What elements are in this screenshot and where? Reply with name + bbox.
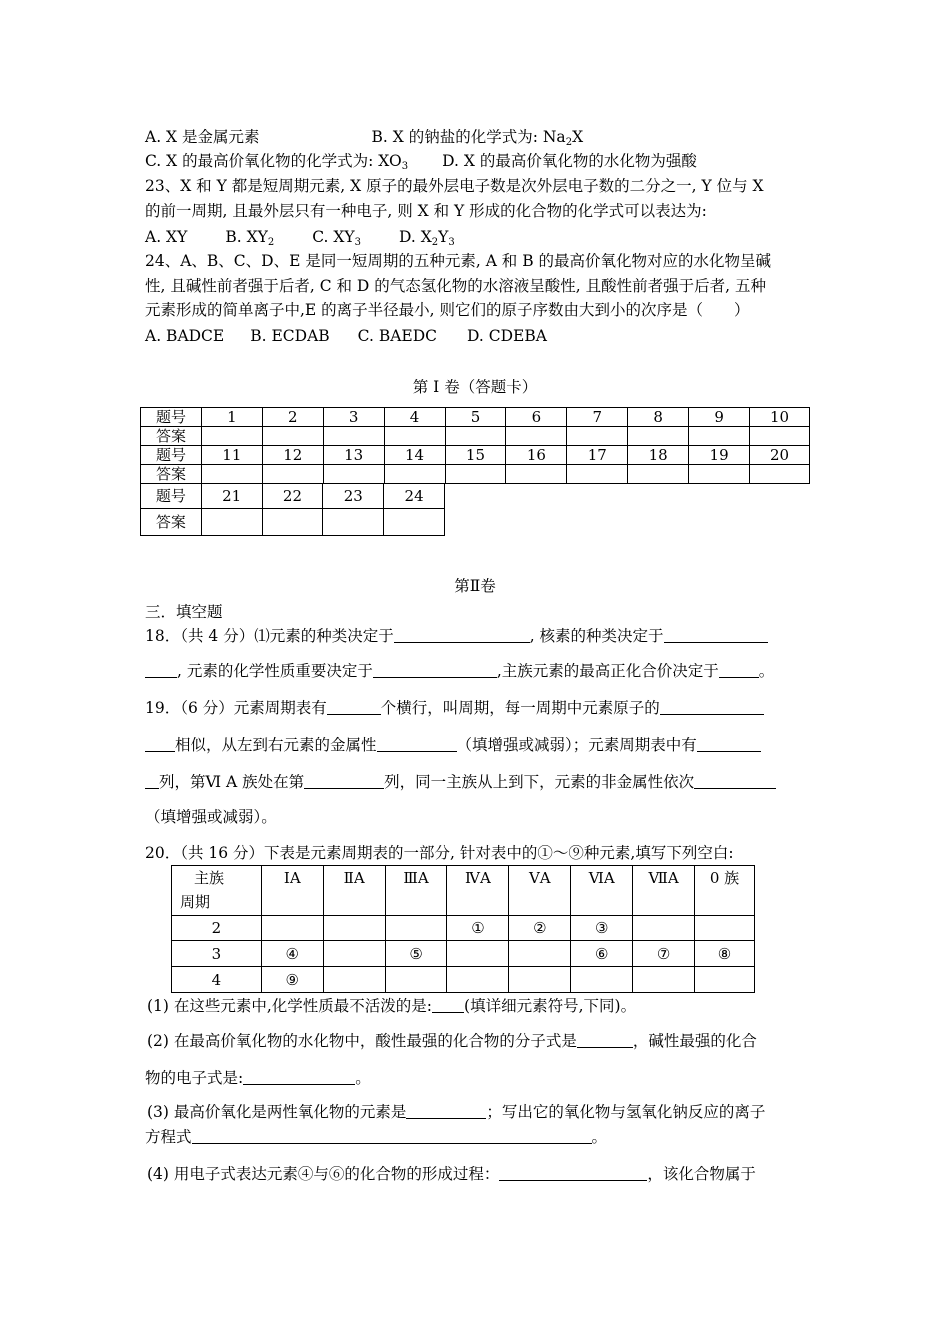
card-num: 13 (323, 446, 384, 465)
part-2-title: 第Ⅱ卷 (454, 577, 496, 595)
group-header: 0 族 (695, 866, 755, 916)
q22-option-d: D. X 的最高价氧化物的水化物为强酸 (442, 152, 697, 170)
period-row-2 (172, 916, 755, 941)
card-answer-cell[interactable] (506, 427, 567, 446)
section-heading: 三．填空题 (145, 603, 223, 621)
card-num: 23 (323, 484, 384, 509)
element-cell (261, 916, 323, 941)
answer-blank[interactable] (697, 735, 761, 752)
element-cell: ⑦ (633, 941, 695, 967)
period-row-3 (172, 941, 755, 967)
element-cell (385, 967, 447, 993)
group-header: ⅡA (323, 866, 385, 916)
element-cell (323, 916, 385, 941)
card-answer-cell[interactable] (201, 465, 262, 484)
element-cell (323, 967, 385, 993)
element-cell (509, 967, 571, 993)
element-cell (695, 916, 755, 941)
element-cell: ② (509, 916, 571, 941)
card-answer-cell[interactable] (323, 509, 384, 536)
answer-blank[interactable] (243, 1068, 355, 1085)
q19-line-3: 列，第Ⅵ A 族处在第 列，同一主族从上到下，元素的非金属性依次 (145, 771, 776, 793)
q20-part-2-line-2: 物的电子式是: 。 (145, 1069, 371, 1087)
card-answer-cell[interactable] (201, 509, 262, 536)
q22-option-b: B. X 的钠盐的化学式为: $Na_2X$ (371, 128, 584, 148)
q24-line-1: 24、A、B、C、D、E 是同一短周期的五种元素, A 和 B 的最高价氧化物对应的水化物呈碱 (145, 252, 772, 270)
card-num: 1 (201, 408, 262, 427)
card-answer-cell[interactable] (567, 427, 628, 446)
card-label-no: 题号 (141, 446, 202, 465)
answer-blank[interactable] (145, 772, 159, 789)
q20-intro: 20．（共 16 分）下表是元素周期表的一部分, 针对表中的①～⑨种元素,填写下列空白: (145, 844, 734, 862)
answer-blank[interactable] (719, 661, 759, 678)
card-row-3-answers (141, 509, 445, 536)
header-period-label: 周期 (180, 893, 211, 911)
card-num: 8 (628, 408, 689, 427)
card-num: 7 (567, 408, 628, 427)
answer-blank[interactable] (499, 1164, 647, 1181)
answer-blank[interactable] (192, 1127, 592, 1144)
element-cell (633, 967, 695, 993)
card-row-2-answers (141, 465, 810, 484)
group-header: ⅤA (509, 866, 571, 916)
card-num: 5 (445, 408, 506, 427)
q19-line-4: （填增强或减弱）。 (145, 808, 277, 826)
period-label: 4 (172, 967, 262, 993)
card-answer-cell[interactable] (323, 427, 384, 446)
group-header: ⅣA (447, 866, 509, 916)
element-cell: ④ (261, 941, 323, 967)
card-row-1-answers (141, 427, 810, 446)
q18-line-2: , 元素的化学性质重要决定于 ,主族元素的最高正化合价决定于 。 (145, 660, 774, 682)
answer-blank[interactable] (394, 626, 530, 643)
q20-part-3-line-2: 方程式 。 (145, 1128, 608, 1146)
answer-card-table (140, 407, 810, 484)
period-label: 2 (172, 916, 262, 941)
q20-part-4: (4) 用电子式表达元素④与⑥的化合物的形成过程： ，该化合物属于 (147, 1165, 756, 1183)
q20-part-3-line-1: (3) 最高价氧化是两性氧化物的元素是 ；写出它的氧化物与氢氧化钠反应的离子 (147, 1103, 766, 1121)
card-label-ans: 答案 (141, 465, 202, 484)
card-answer-cell[interactable] (445, 427, 506, 446)
q23-option-a: A. XY (145, 228, 188, 246)
card-answer-cell[interactable] (689, 427, 750, 446)
card-answer-cell[interactable] (750, 465, 810, 484)
element-cell (385, 916, 447, 941)
card-row-2-numbers (141, 446, 810, 465)
element-cell (571, 967, 633, 993)
q23-line-2: 的前一周期, 且最外层只有一种电子, 则 X 和 Y 形成的化合物的化学式可以表达为: (145, 202, 707, 220)
card-answer-cell[interactable] (506, 465, 567, 484)
card-num: 15 (445, 446, 506, 465)
answer-blank[interactable] (373, 661, 497, 678)
card-num: 17 (567, 446, 628, 465)
element-cell: ⑨ (261, 967, 323, 993)
q24-option-d: D. CDEBA (467, 327, 547, 345)
answer-blank[interactable] (432, 996, 464, 1013)
group-header: ⅦA (633, 866, 695, 916)
card-label-ans: 答案 (141, 509, 202, 536)
q23-option-c: C. $XY_3$ (312, 228, 362, 248)
card-answer-cell[interactable] (445, 465, 506, 484)
periodic-table (171, 865, 755, 993)
q22-option-c: C. X 的最高价氧化物的化学式为: $XO_3$ (145, 152, 409, 172)
card-num: 6 (506, 408, 567, 427)
card-label-ans: 答案 (141, 427, 202, 446)
card-answer-cell[interactable] (201, 427, 262, 446)
card-num: 19 (689, 446, 750, 465)
answer-blank[interactable] (664, 626, 768, 643)
card-answer-cell[interactable] (628, 427, 689, 446)
card-num: 11 (201, 446, 262, 465)
answer-blank[interactable] (304, 772, 384, 789)
q18-line-1: 18．（共 4 分）⑴元素的种类决定于 , 核素的种类决定于 (145, 625, 768, 647)
answer-card-table-tail (140, 483, 445, 536)
card-num: 21 (201, 484, 262, 509)
group-header: ⅢA (385, 866, 447, 916)
card-num: 14 (384, 446, 445, 465)
card-answer-cell[interactable] (323, 465, 384, 484)
card-answer-cell[interactable] (628, 465, 689, 484)
card-num: 16 (506, 446, 567, 465)
card-answer-cell[interactable] (384, 465, 445, 484)
q22-options-ab (145, 126, 583, 148)
card-num: 4 (384, 408, 445, 427)
q20-part-1: (1) 在这些元素中,化学性质最不活泼的是: (填详细元素符号,下同)。 (147, 997, 637, 1015)
element-cell: ⑥ (571, 941, 633, 967)
card-row-1-numbers (141, 408, 810, 427)
card-answer-cell[interactable] (262, 509, 323, 536)
q24-option-a: A. BADCE (145, 327, 225, 345)
element-cell: ⑤ (385, 941, 447, 967)
group-header: ⅠA (261, 866, 323, 916)
card-num: 3 (323, 408, 384, 427)
q19-line-2: 相似，从左到右元素的金属性 （填增强或减弱）；元素周期表中有 (145, 734, 761, 756)
element-cell (509, 941, 571, 967)
card-num: 10 (750, 408, 810, 427)
element-cell (633, 916, 695, 941)
element-cell (447, 941, 509, 967)
card-answer-cell[interactable] (567, 465, 628, 484)
q23-option-d: D. $X_2Y_3$ (399, 228, 455, 248)
answer-blank[interactable] (694, 772, 776, 789)
element-cell (323, 941, 385, 967)
q24-option-b: B. ECDAB (250, 327, 330, 345)
card-answer-cell[interactable] (689, 465, 750, 484)
card-num: 12 (262, 446, 323, 465)
periodic-header-row (172, 866, 755, 916)
card-answer-cell[interactable] (384, 509, 445, 536)
card-num: 2 (262, 408, 323, 427)
q23-options (145, 226, 455, 248)
period-row-4 (172, 967, 755, 993)
answer-blank[interactable] (145, 661, 177, 678)
card-num: 18 (628, 446, 689, 465)
element-cell (695, 967, 755, 993)
card-num: 20 (750, 446, 810, 465)
answer-blank[interactable] (377, 735, 457, 752)
header-group-label: 主族 (194, 869, 225, 887)
q24-option-c: C. BAEDC (357, 327, 438, 345)
q22-option-a: A. X 是金属元素 (145, 128, 260, 146)
element-cell (447, 967, 509, 993)
card-num: 9 (689, 408, 750, 427)
q23-line-1: 23、X 和 Y 都是短周期元素, X 原子的最外层电子数是次外层电子数的二分之一, Y 位与 X (145, 177, 764, 195)
q19-line-1: 19．（6 分）元素周期表有 个横行，叫周期，每一周期中元素原子的 (145, 697, 764, 719)
group-header: ⅥA (571, 866, 633, 916)
element-cell: ⑧ (695, 941, 755, 967)
element-cell: ③ (571, 916, 633, 941)
q24-line-2: 性, 且碱性前者强于后者, C 和 D 的气态氢化物的水溶液呈酸性, 且酸性前者强于后者, 五种 (145, 277, 766, 295)
answer-blank[interactable] (660, 698, 764, 715)
period-label: 3 (172, 941, 262, 967)
answer-blank[interactable] (577, 1031, 633, 1048)
card-answer-cell[interactable] (750, 427, 810, 446)
answer-card-title: 第 I 卷（答题卡） (412, 378, 538, 396)
card-answer-cell[interactable] (262, 427, 323, 446)
card-row-3-numbers (141, 484, 445, 509)
q23-option-b: B. $XY_2$ (225, 228, 275, 248)
answer-blank[interactable] (327, 698, 381, 715)
card-answer-cell[interactable] (262, 465, 323, 484)
q24-line-3: 元素形成的简单离子中,E 的离子半径最小, 则它们的原子序数由大到小的次序是（ ） (145, 301, 750, 319)
answer-blank[interactable] (406, 1102, 486, 1119)
card-num: 22 (262, 484, 323, 509)
card-label-no: 题号 (141, 408, 202, 427)
card-num: 24 (384, 484, 445, 509)
q20-part-2-line-1: (2) 在最高价氧化物的水化物中，酸性最强的化合物的分子式是 ，碱性最强的化合 (147, 1032, 757, 1050)
q22-options-cd (145, 150, 697, 172)
element-cell: ① (447, 916, 509, 941)
header-corner-cell (172, 866, 262, 916)
q24-options (145, 325, 547, 347)
card-answer-cell[interactable] (384, 427, 445, 446)
card-label-no: 题号 (141, 484, 202, 509)
answer-blank[interactable] (145, 735, 175, 752)
